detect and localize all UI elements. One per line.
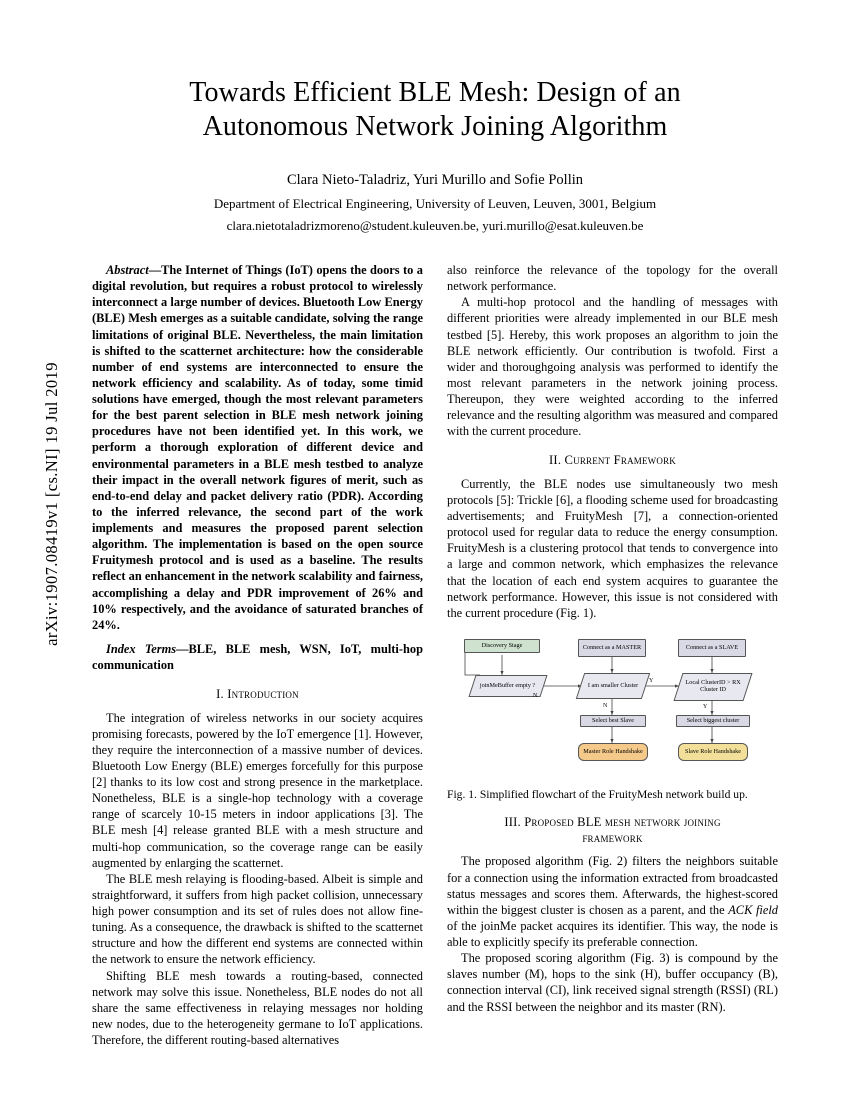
paragraph-part-1: The proposed algorithm (Fig. 2) filters the neighbors suitable for a connection using the information extracted from broadcasted status messages and scores them. Afterwards, the highest-scored within the biggest cluster is chosen as a parent, and the — [447, 854, 778, 917]
paragraph: The BLE mesh relaying is flooding-based. Albeit is simple and straightforward, it suffers from high packet collision, unnecessary high power consumption and its set of rules does not allow fine-tuning. As a consequence, the drawback is shifted to the scatternet structure and how the different end systems are connected within the network to ensure the network efficiency. — [92, 871, 423, 967]
flow-node-connect-as-master: Connect as a MASTER — [578, 639, 646, 657]
abstract-dash: — — [148, 263, 162, 278]
flow-node-discovery-stage: Discovery Stage — [464, 639, 540, 653]
flow-decision-joinme-buffer-empty: joinMeBuffer empty ? — [468, 675, 547, 697]
email-addresses: clara.nietotaladrizmoreno@student.kuleuven.be, yuri.murillo@esat.kuleuven.be — [226, 218, 644, 234]
paragraph — [447, 853, 778, 950]
flow-node-connect-as-slave: Connect as a SLAVE — [678, 639, 746, 657]
left-column — [92, 262, 423, 1048]
abstract-lead: Abstract — [106, 263, 149, 278]
index-terms-dash: — — [176, 641, 189, 656]
title-line-1: Towards Efficient BLE Mesh: Design of an — [189, 77, 681, 108]
page-title — [92, 76, 778, 144]
paragraph: Currently, the BLE nodes use simultaneously two mesh protocols [5]: Trickle [6], a flooding scheme used for broadcasting advertisements; and FruityMesh [7], a connection-oriented protocol used for regular data to reduce the energy consumption. FruityMesh is a clustering protocol that tends to convergence into a large and common network, which emphasizes the relevance that the location of each end system acquires to guarantee the network performance. However, this issue is not considered with the current procedure (Fig. 1). — [447, 476, 778, 620]
figure-1-caption: Fig. 1. Simplified flowchart of the FruityMesh network build up. — [447, 787, 748, 801]
flow-node-select-biggest-cluster: Select biggest cluster — [676, 715, 750, 727]
paragraph-part-2: of the joinMe packet acquires its identifier. This way, the node is able to explicitly specify its preferable connection. — [447, 918, 778, 950]
flow-label-y1: Y — [649, 677, 654, 684]
flow-node-slave-role-handshake: Slave Role Handshake — [678, 743, 748, 761]
right-column — [447, 262, 778, 1048]
section-heading-introduction: I. Introduction — [216, 687, 299, 702]
section-heading-proposed-framework — [447, 815, 778, 846]
index-terms-block — [92, 641, 423, 673]
abstract-body: The Internet of Things (IoT) opens the doors to a digital revolution, but requires a robust protocol to wirelessly interconnect a large number of devices. Bluetooth Low Energy (BLE) Mesh emerges as a suitable candidate, solving the range limitations of original BLE. Nevertheless, the main limitation is shifted to the scatternet architecture: how the considerable number of end systems are interconnected to ensure the network efficiency and scalability. As of today, some timid solutions have emerged, though the most relevant parameters for the best parent selection in BLE mesh network joining procedures have not been identified yet. In this work, we perform a thorough exploration of different device and environmental parameters in a BLE mesh testbed to analyze their impact in the overall network figures of merit, such as end-to-end delay and packet delivery ratio (PDR). According to the inferred relevance, the second part of the work implements and measures the proposed parent selection algorithm. The implementation is based on the open source Fruitymesh protocol and is used as a baseline. The results reflect an enhancement in the network scalability and fairness, accomplishing a delay and PDR improvement of 26% and 10% respectively, and the avoidance of saturated branches of 24%. — [92, 263, 423, 632]
section-heading-line-2: framework — [582, 830, 643, 845]
title-line-2: Autonomous Network Joining Algorithm — [202, 111, 668, 143]
section-heading-current-framework: II. Current Framework — [549, 453, 676, 468]
flow-decision-local-clusterid: Local ClusterID > RX Cluster ID — [673, 673, 752, 701]
index-terms-body: BLE, BLE mesh, WSN, IoT, multi-hop communication — [92, 641, 423, 673]
paragraph: The integration of wireless networks in our society acquires promising forecasts, powered by the IoT emergence [1]. However, they require the interconnection of a massive number of devices. Bluetooth Low Energy (BLE) emerges forcefully for this purpose [2] thanks to its low cost and strong presence in the marketplace. Nonetheless, BLE is a single-hop technology with a coverage range of scarcely 10-15 meters in indoor applications [3]. The BLE mesh [4] release granted BLE with a mesh structure and multi-hop communication, so the coverage range can be easily augmented by enlarging the scatternet. — [92, 710, 423, 870]
flow-label-n2: N — [603, 702, 608, 709]
author-list: Clara Nieto-Taladriz, Yuri Murillo and Sofie Pollin — [286, 172, 584, 189]
paragraph: The proposed scoring algorithm (Fig. 3) is compound by the slaves number (M), hops to the sink (H), buffer occupancy (B), connection interval (CI), link received signal strength (RSSI) (RL) and the RSSI between the neighbor and its master (RN). — [447, 951, 778, 1014]
paragraph: Shifting BLE mesh towards a routing-based, connected network may solve this issue. Nonetheless, BLE nodes do not all share the same effectiveness in relaying messages nor holding new nodes, due to the heterogeneity germane to IoT applications. Therefore, the different routing-based alternatives — [92, 968, 423, 1047]
paragraph: also reinforce the relevance of the topology for the overall network performance. — [447, 263, 778, 294]
abstract-block — [92, 262, 423, 633]
flow-label-y2: Y — [703, 703, 708, 710]
index-terms-lead: Index Terms — [106, 641, 177, 656]
arxiv-stamp: arXiv:1907.08419v1 [cs.NI] 19 Jul 2019 — [42, 362, 61, 646]
paragraph: A multi-hop protocol and the handling of messages with different priorities were already implemented in our BLE mesh testbed [5]. Hereby, this work proposes an algorithm to join the BLE network efficiently. Our contribution is twofold. First a wider and thoroughgoing analysis was performed to identify the most relevant parameters in the network joining process. Thereupon, they were weighted according to the inferred relevance and the resulting algorithm was measured and compared with the current procedure. — [447, 295, 778, 439]
flow-node-select-best-slave: Select best Slave — [580, 715, 646, 727]
flow-label-n1: N — [533, 692, 538, 699]
flow-node-master-role-handshake: Master Role Handshake — [578, 743, 648, 761]
body-columns — [92, 262, 778, 1048]
flow-decision-i-am-smaller-cluster: I am smaller Cluster — [576, 673, 650, 699]
section-heading-line-1: III. Proposed BLE mesh network joining — [504, 814, 721, 829]
inline-math-ack-field: ACK field — [728, 902, 778, 917]
figure-1 — [447, 631, 778, 802]
fruitymesh-flowchart — [447, 631, 778, 779]
affiliation: Department of Electrical Engineering, University of Leuven, Leuven, 3001, Belgium — [213, 196, 657, 212]
